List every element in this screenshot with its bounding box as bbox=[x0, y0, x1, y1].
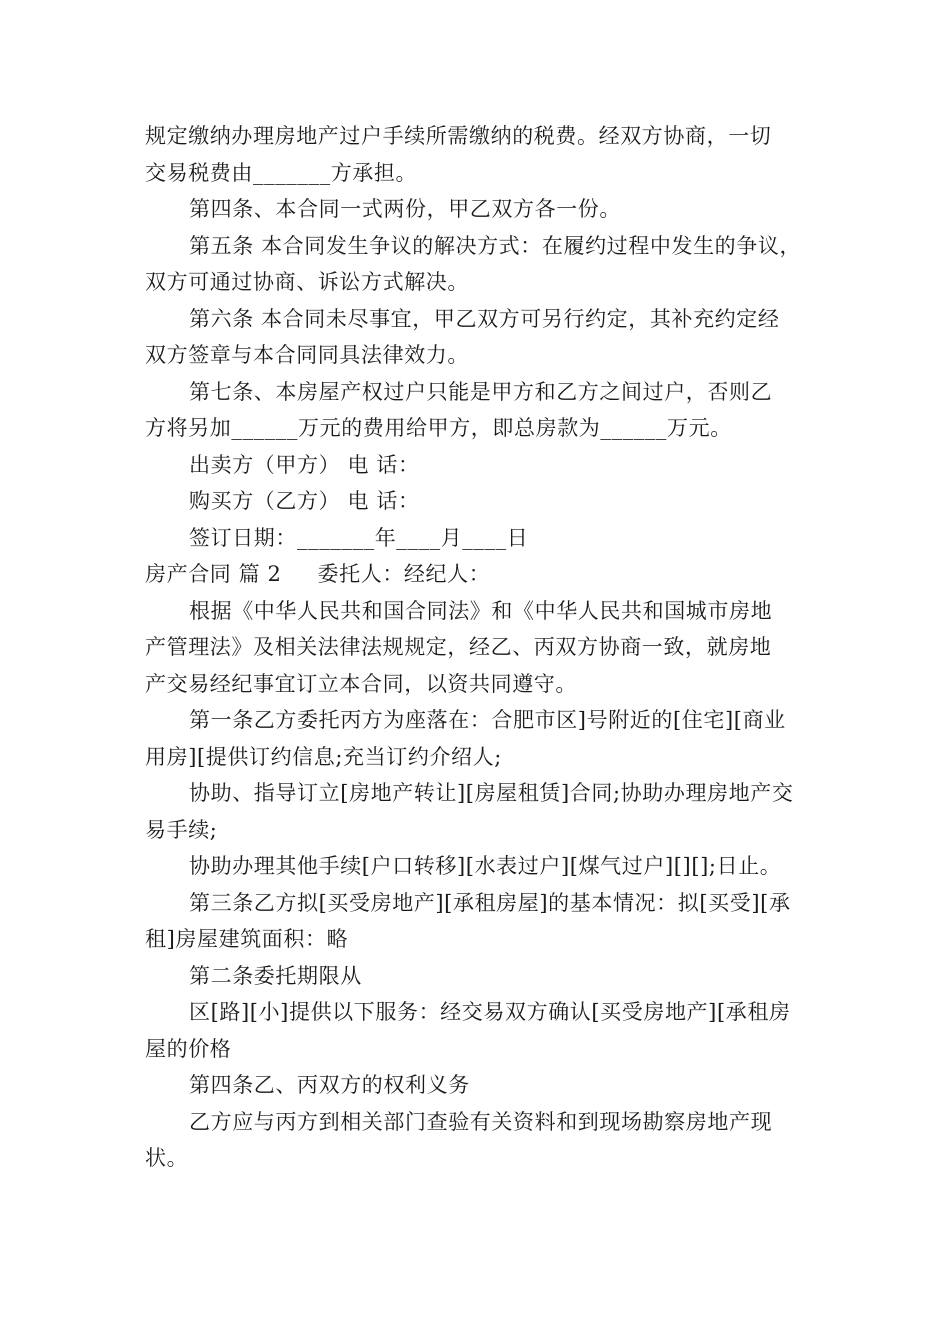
paragraph-line: 第七条、本房屋产权过户只能是甲方和乙方之间过户，否则乙 bbox=[189, 379, 773, 404]
paragraph-line: 产管理法》及相关法律法规规定，经乙、丙双方协商一致，就房地 bbox=[145, 635, 772, 659]
paragraph-line: 区[路][小]提供以下服务：经交易双方确认[买受房地产][承租房 bbox=[189, 1000, 791, 1024]
paragraph-line: 第四条、本合同一式两份，甲乙双方各一份。 bbox=[189, 197, 621, 221]
paragraph-line: 第二条委托期限从 bbox=[189, 963, 362, 988]
paragraph-line: 规定缴纳办理房地产过户手续所需缴纳的税费。经双方协商，一切 bbox=[145, 124, 772, 148]
paragraph-line: 用房][提供订约信息;充当订约介绍人; bbox=[145, 744, 502, 769]
paragraph-line: 第四条乙、丙双方的权利义务 bbox=[189, 1073, 470, 1097]
paragraph-line: 协助办理其他手续[户口转移][水表过户][煤气过户][][];日止。 bbox=[189, 854, 782, 878]
parties-label: 委托人：经纪人： bbox=[317, 562, 491, 586]
paragraph-line: 易手续; bbox=[145, 817, 218, 842]
paragraph-line: 屋的价格 bbox=[145, 1036, 232, 1061]
paragraph-line: 双方可通过协商、诉讼方式解决。 bbox=[145, 270, 469, 294]
paragraph-line: 协助、指导订立[房地产转让][房屋租赁]合同;协助办理房地产交 bbox=[189, 781, 794, 805]
paragraph-line: 方将另加______万元的费用给甲方，即总房款为______万元。 bbox=[145, 416, 732, 440]
section-heading-line bbox=[145, 556, 825, 593]
seller-line: 出卖方（甲方） 电 话： bbox=[189, 452, 420, 477]
paragraph-line: 第五条 本合同发生争议的解决方式：在履约过程中发生的争议， bbox=[189, 233, 802, 258]
buyer-line: 购买方（乙方） 电 话： bbox=[189, 489, 420, 513]
document-body bbox=[145, 118, 825, 1177]
paragraph-line: 交易税费由_______方承担。 bbox=[145, 160, 418, 185]
section-title: 房产合同 篇 2 bbox=[145, 562, 282, 586]
sign-date-line: 签订日期：_______年____月____日 bbox=[189, 525, 529, 550]
paragraph-line: 第三条乙方拟[买受房地产][承租房屋]的基本情况：拟[买受][承 bbox=[189, 890, 791, 915]
paragraph-line: 乙方应与丙方到相关部门查验有关资料和到现场勘察房地产现 bbox=[189, 1109, 773, 1134]
paragraph-line: 双方签章与本合同同具法律效力。 bbox=[145, 343, 469, 367]
paragraph-line: 第一条乙方委托丙方为座落在：合肥市区]号附近的[住宅][商业 bbox=[189, 708, 786, 732]
paragraph-line: 产交易经纪事宜订立本合同，以资共同遵守。 bbox=[145, 671, 577, 696]
paragraph-line: 第六条 本合同未尽事宜，甲乙双方可另行约定，其补充约定经 bbox=[189, 306, 780, 331]
paragraph-line: 租]房屋建筑面积：略 bbox=[145, 927, 349, 951]
paragraph-line: 状。 bbox=[145, 1146, 189, 1170]
paragraph-line: 根据《中华人民共和国合同法》和《中华人民共和国城市房地 bbox=[189, 598, 773, 623]
